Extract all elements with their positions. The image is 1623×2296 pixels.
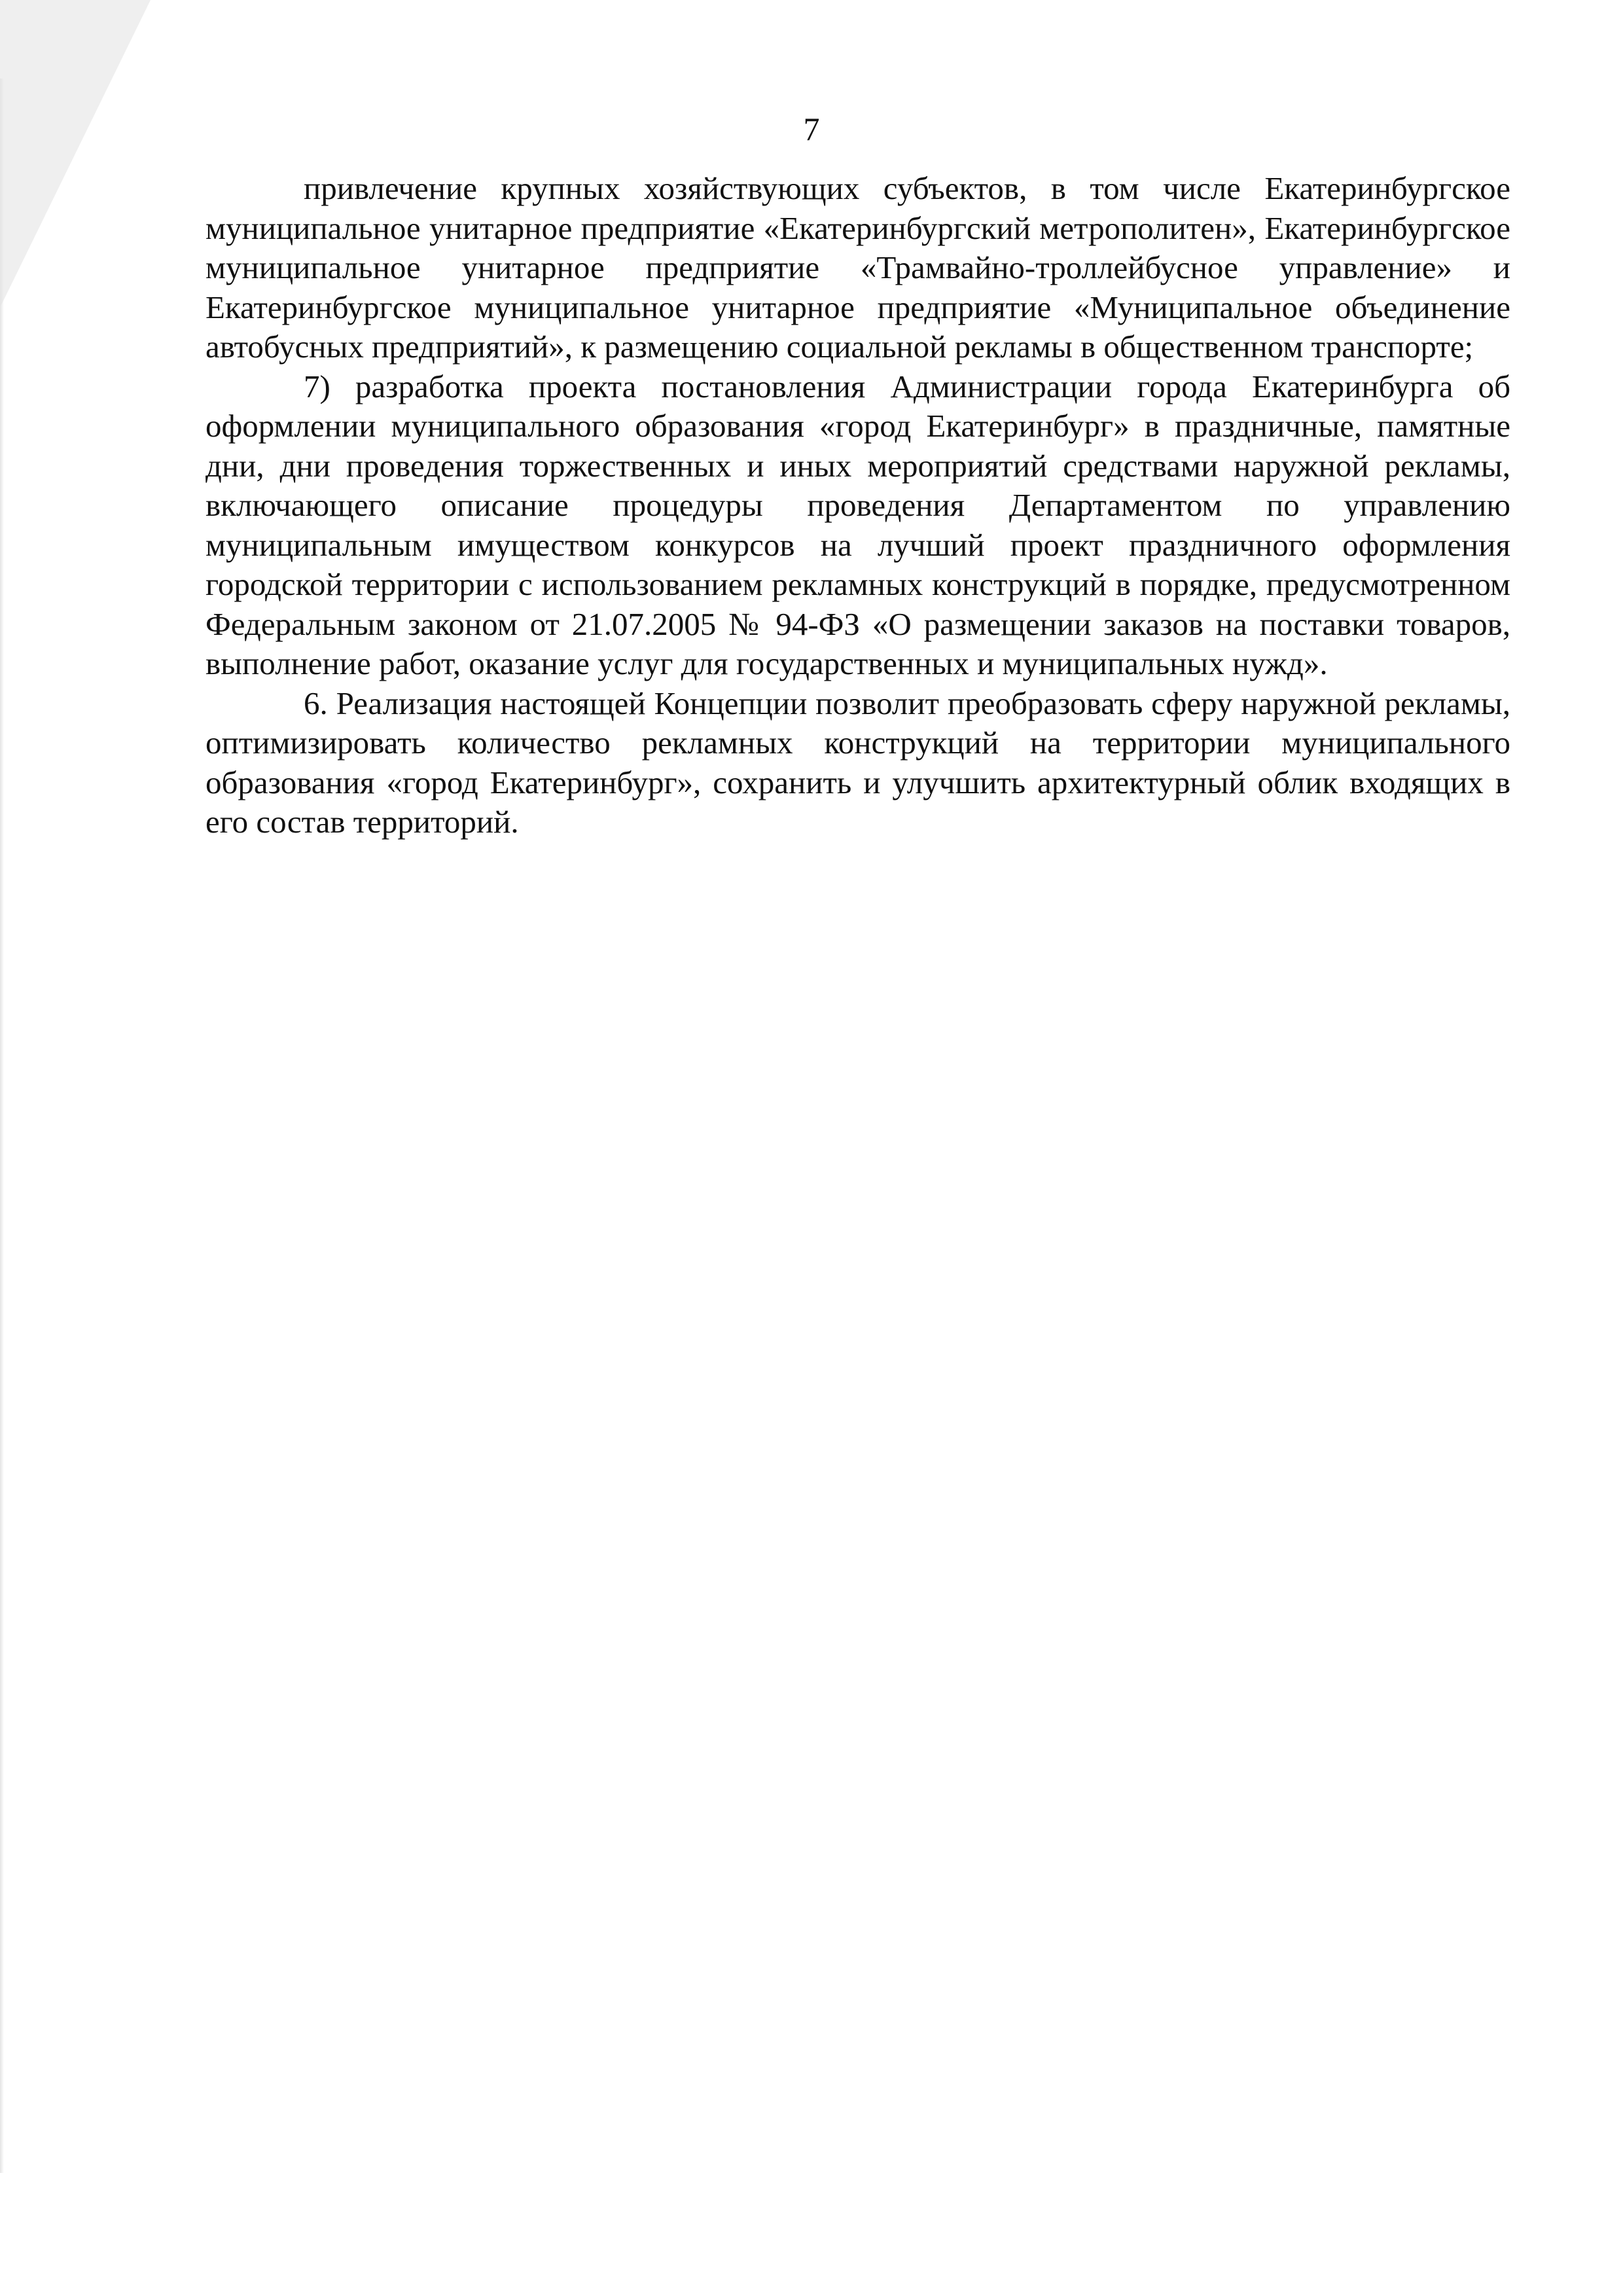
page-number: 7 [803, 111, 820, 147]
scan-fold-shadow [0, 0, 151, 308]
paragraph-item-6: 6. Реализация настоящей Концепции позволит преобразовать сферу наружной рекламы, оптимизировать количество рекламных конструкций на территории муниципального образования «город Екатеринбург», сохранить и улучшить архитектурный облик входящих в его состав территорий. [205, 685, 1510, 840]
paragraph-social-advertising: привлечение крупных хозяйствующих субъектов, в том числе Екатеринбургское муниципальное унитарное предприятие «Екатеринбургский метрополитен», Екатеринбургское муниципальное унитарное предприятие «Трамвайно-троллейбусное управление» и Екатеринбургское муниципальное унитарное предприятие «Муниципальное объединение автобусных предприятий», к размещению социальной рекламы в общественном транспорте; [205, 170, 1510, 365]
scan-edge-shadow [0, 79, 4, 2173]
document-body [205, 169, 1510, 842]
paragraph-item-7: 7) разработка проекта постановления Администрации города Екатеринбурга об оформлении муниципального образования «город Екатеринбург» в праздничные, памятные дни, дни проведения торжественных и иных мероприятий средствами наружной рекламы, включающего описание процедуры проведения Департаментом по управлению муниципальным имуществом конкурсов на лучший проект праздничного оформления городской территории с использованием рекламных конструкций в порядке, предусмотренном Федеральным законом от 21.07.2005 № 94-ФЗ «О размещении заказов на поставки товаров, выполнение работ, оказание услуг для государственных и муниципальных нужд». [205, 368, 1510, 681]
